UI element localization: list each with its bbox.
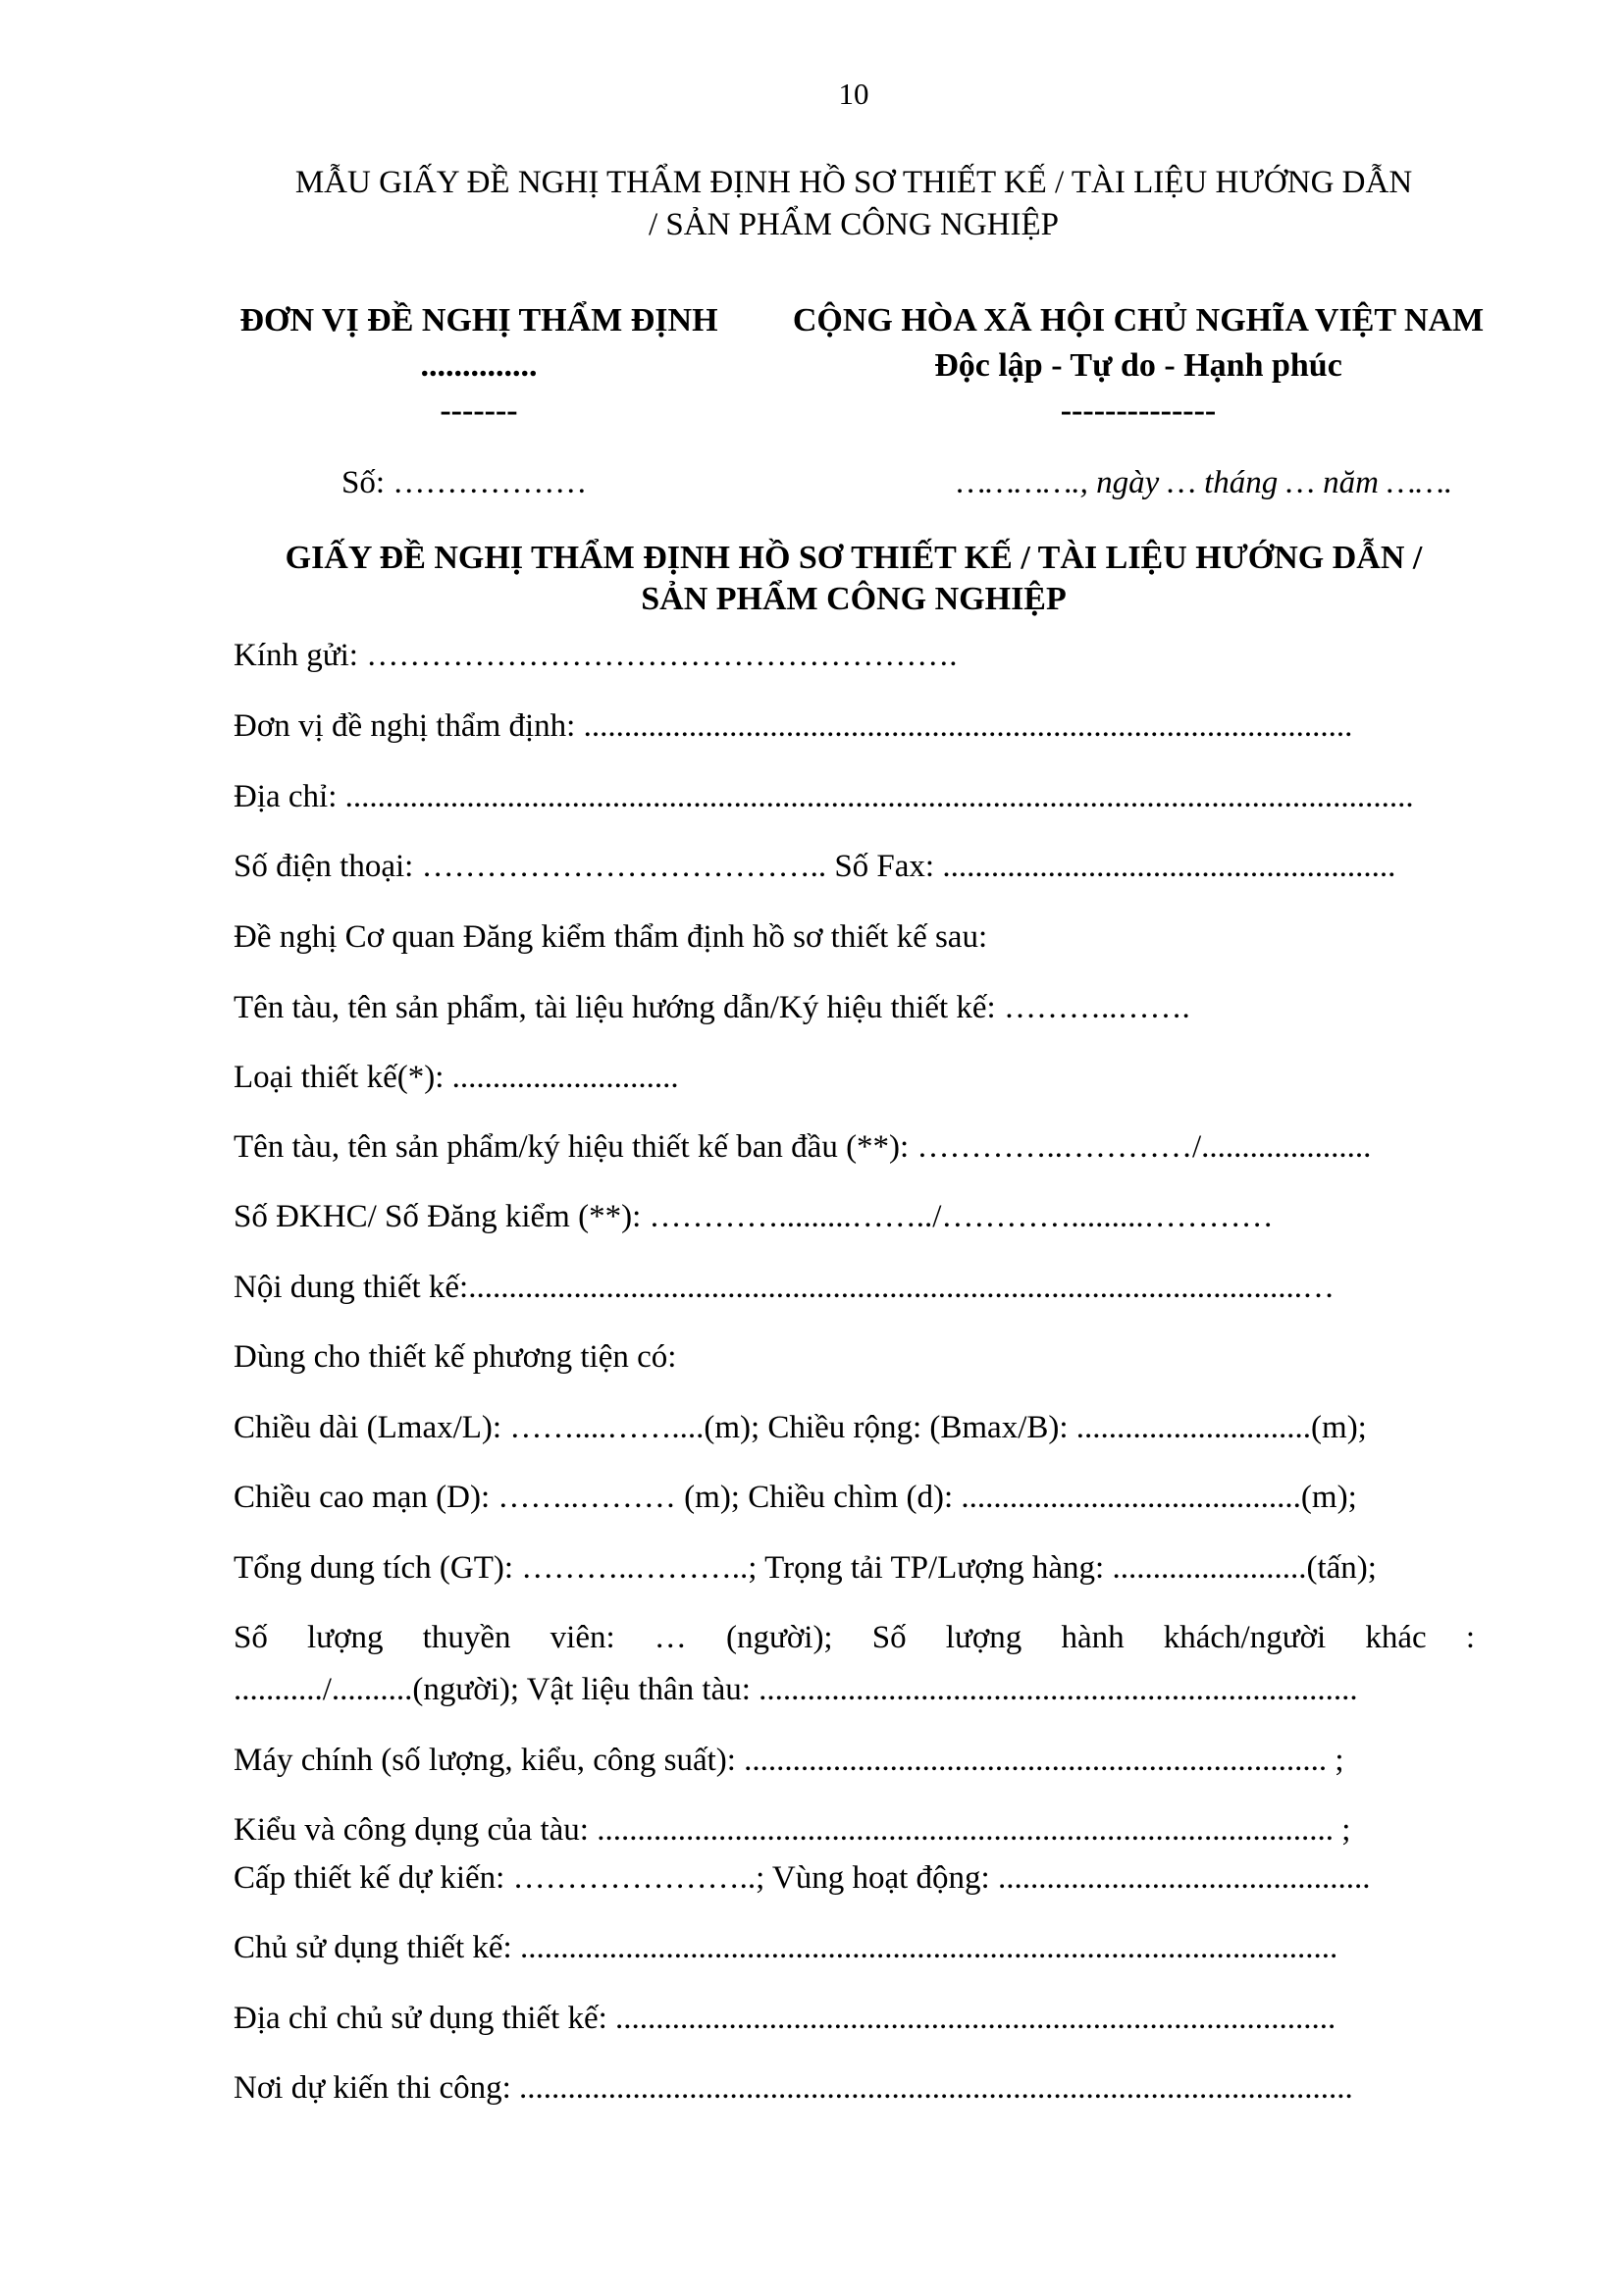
left-header-rule: -------: [440, 392, 518, 429]
field-may-chinh: Máy chính (số lượng, kiểu, công suất): ........................................................................ ;: [234, 1743, 1344, 1778]
field-noi-thi-cong: Nơi dự kiến thi công: .......................................................................................................: [234, 2070, 1353, 2106]
right-header-nation: CỘNG HÒA XÃ HỘI CHỦ NGHĨA VIỆT NAM: [792, 302, 1485, 339]
field-de-nghi: Đề nghị Cơ quan Đăng kiểm thẩm định hồ sơ thiết kế sau:: [234, 919, 988, 955]
field-dia-chi-chu: Địa chỉ chủ sử dụng thiết kế: .........................................................................................: [234, 2001, 1336, 2036]
field-chieu-dai: Chiều dài (Lmax/L): ……....……....(m); Chiều rộng: (Bmax/B): .............................(m);: [234, 1410, 1367, 1445]
field-don-vi: Đơn vị đề nghị thẩm định: ...............................................................................................: [234, 708, 1353, 744]
field-so-luong-line2: .........../..........(người); Vật liệu thân tàu: ..........................................................................: [234, 1672, 1358, 1707]
field-so-luong-line1: Số lượng thuyền viên: … (người); Số lượng hành khách/người khác :: [234, 1620, 1475, 1655]
field-dung-cho: Dùng cho thiết kế phương tiện có:: [234, 1339, 677, 1375]
field-dia-chi: Địa chỉ: ....................................................................................................................................: [234, 779, 1414, 814]
form-title-line1: MẪU GIẤY ĐỀ NGHỊ THẨM ĐỊNH HỒ SƠ THIẾT KẾ / TÀI LIỆU HƯỚNG DẪN: [294, 165, 1413, 200]
document-number: Số: ………………: [341, 465, 588, 500]
field-chu-su-dung: Chủ sử dụng thiết kế: .....................................................................................................: [234, 1930, 1338, 1965]
field-tong-dung-tich: Tổng dung tích (GT): ………..………..; Trọng tải TP/Lượng hàng: ........................(tấn);: [234, 1550, 1377, 1586]
field-kinh-gui: Kính gửi: ……………………………………………….: [234, 638, 958, 673]
form-title-line2: / SẢN PHẨM CÔNG NGHIỆP: [648, 207, 1060, 242]
document-date: …………., ngày … tháng … năm …….: [957, 465, 1453, 500]
main-title-line2: SẢN PHẨM CÔNG NGHIỆP: [641, 581, 1067, 617]
field-noi-dung: Nội dung thiết kế:.......................................................................................................…: [234, 1270, 1335, 1305]
main-title-line1: GIẤY ĐỀ NGHỊ THẨM ĐỊNH HỒ SƠ THIẾT KẾ / TÀI LIỆU HƯỚNG DẪN /: [285, 540, 1423, 576]
field-kieu-cong-dung: Kiểu và công dụng của tàu: ........................................................................................... ;: [234, 1812, 1351, 1848]
left-header-org: ĐƠN VỊ ĐỀ NGHỊ THẨM ĐỊNH: [239, 302, 718, 339]
field-cap-thiet-ke: Cấp thiết kế dự kiến: …………………..; Vùng hoạt động: ..............................................: [234, 1860, 1371, 1896]
page-number: 10: [838, 77, 869, 111]
left-header-dots: ..............: [420, 347, 538, 384]
field-ten-tau: Tên tàu, tên sản phẩm, tài liệu hướng dẫn/Ký hiệu thiết kế: ………..…….: [234, 990, 1190, 1025]
field-dien-thoai: Số điện thoại: ……………………………….. Số Fax: ........................................................: [234, 849, 1396, 884]
right-header-rule: --------------: [1060, 392, 1217, 429]
right-header-motto: Độc lập - Tự do - Hạnh phúc: [934, 347, 1342, 384]
field-so-dkhc: Số ĐKHC/ Số Đăng kiểm (**): ………….........……../………….........…………: [234, 1199, 1274, 1234]
field-ten-tau-ban-dau: Tên tàu, tên sản phẩm/ký hiệu thiết kế ban đầu (**): …………..…………/.....................: [234, 1129, 1372, 1165]
field-loai-thiet-ke: Loại thiết kế(*): ............................: [234, 1060, 679, 1095]
field-chieu-cao: Chiều cao mạn (D): ……..……… (m); Chiều chìm (d): ..........................................(m);: [234, 1480, 1357, 1515]
